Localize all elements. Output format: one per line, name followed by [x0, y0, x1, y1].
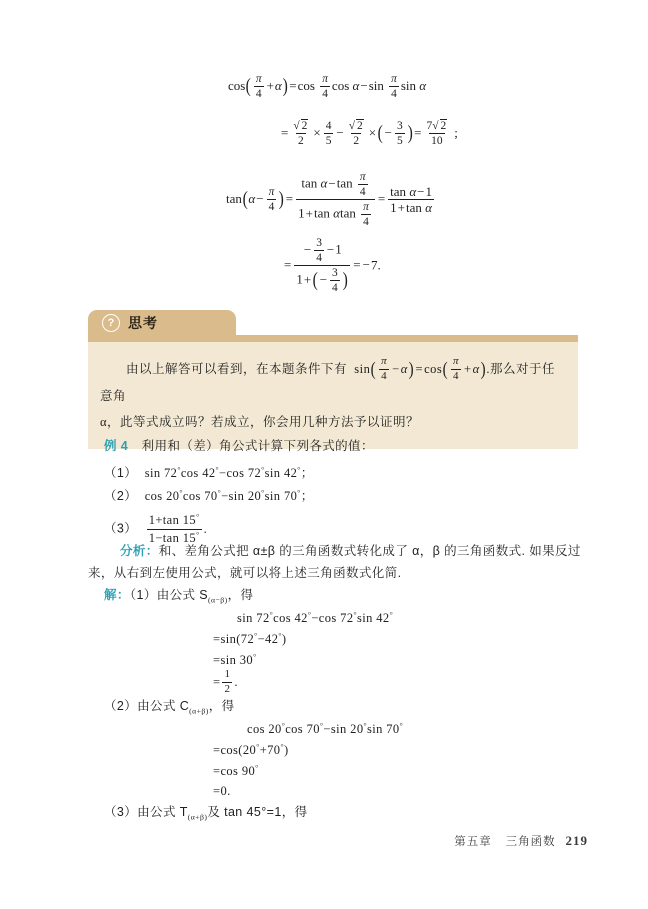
example-item-1-num: （1）	[104, 466, 138, 481]
analysis-text-1: 和、差角公式把 α±β 的三角函数式转化成了 α，β 的三角函数式. 如果反过	[158, 544, 581, 558]
solution-label: 解：	[104, 588, 130, 602]
example-item-1	[104, 466, 314, 480]
footer-chapter: 第五章	[454, 836, 492, 848]
formula-lhs: cos( $\frac{\pi}{4}$ +α)	[228, 73, 288, 101]
think-text-pre: 由以上解答可以看到，在本题条件下有	[126, 362, 348, 376]
analysis-line-1	[120, 545, 581, 558]
solution-part1-tail: ，得	[227, 588, 254, 602]
think-box-tab	[88, 310, 236, 336]
analysis-label: 分析：	[120, 544, 159, 558]
solution-part3-lead	[104, 806, 308, 821]
think-box-title: 思考	[128, 315, 158, 331]
solution-part1-subscript: (α−β)	[208, 595, 228, 605]
solution-part1-step-4: = $\frac{1}{2}$ .	[213, 668, 238, 695]
example-item-2-text: cos 20°cos 70°−sin 20°sin 70°；	[144, 488, 314, 504]
example-label: 例 4	[104, 439, 129, 453]
formula-cos-sum-line1: cos( $\frac{\pi}{4}$ +α) =cos $\frac{\pi}{4}$ cos α−sin $\frac{\pi}{4}$ sin α	[228, 73, 427, 101]
page-footer	[454, 833, 588, 849]
solution-part1-lead	[104, 589, 253, 604]
example-item-3-num: （3）	[104, 521, 138, 536]
solution-part2-step-4: =0.	[213, 784, 231, 798]
solution-part1-step-3: =sin 30°	[213, 652, 257, 668]
solution-part3-text: （3）由公式 T	[104, 805, 188, 819]
example-heading	[104, 440, 374, 453]
formula-rhs: cos $\frac{\pi}{4}$ cos α−sin $\frac{\pi}{4}$ sin α	[297, 73, 427, 101]
formula-tan-diff-line1: tan(α− $\frac{\pi}{4}$ ) = tan α−tan $\frac{\pi}{4}$ 1+tan αtan $\frac{\pi}{4}$ = $\frac{\text{tan α−1}}{\text{1+tan α}}$	[226, 170, 432, 228]
example-item-1-text: sin 72°cos 42°−cos 72°sin 42°；	[144, 465, 314, 481]
formula-cos-sum-line2: = $\frac{√ 2}{2}$ × $\frac{4}{5}$ − $\frac{√ 2}{2}$ ×( − $\frac{3}{5}$ ) = $\frac{7√ 2}{10}$ ;	[281, 119, 458, 148]
think-box-body	[88, 342, 578, 449]
formula-lhs: tan(α− $\frac{\pi}{4}$ )	[226, 186, 285, 214]
think-box-strip	[88, 335, 578, 342]
example-item-2	[104, 489, 314, 503]
solution-part2-subscript: (α+β)	[189, 706, 209, 716]
think-box-line-1: 由以上解答可以看到，在本题条件下有 sin( $\frac{\pi}{4}$ −α) =cos( $\frac{\pi}{4}$ +α).那么对于任意角	[100, 355, 556, 404]
example-item-3	[104, 514, 207, 546]
think-text-post: .那么对于任意角	[100, 362, 556, 404]
solution-part3-subscript: (α+β)	[187, 812, 208, 822]
question-mark-icon: ?	[102, 314, 120, 332]
solution-part2-tail: ，得	[208, 699, 235, 713]
think-box	[88, 310, 578, 449]
solution-part2-step-1: cos 20°cos 70°−sin 20°sin 70°	[247, 721, 404, 737]
formula-tan-diff-line2: = − $\frac{3}{4}$ −1 1+( − $\frac{3}{4}$ ) = −7.	[284, 236, 381, 294]
solution-part3-tail: 及 tan 45°=1，得	[207, 805, 308, 819]
solution-part1-step-1: sin 72°cos 42°−cos 72°sin 42°	[237, 610, 394, 626]
example-title: 利用和（差）角公式计算下列各式的值：	[141, 439, 374, 453]
solution-part2-step-3: =cos 90°	[213, 763, 259, 779]
think-box-line-2: α，此等式成立吗？若成立，你会用几种方法予以证明？	[100, 415, 420, 430]
example-item-2-num: （2）	[104, 489, 138, 504]
footer-page-number: 219	[565, 833, 588, 848]
analysis-text-2: 来，从右到左使用公式，就可以将上述三角函数式化简.	[88, 566, 402, 580]
pi-symbol: π	[255, 73, 262, 86]
footer-section: 三角函数	[505, 836, 556, 848]
solution-part1-text: （1）由公式 S	[129, 588, 209, 602]
solution-part2-lead	[104, 700, 235, 715]
solution-part2-text: （2）由公式 C	[104, 699, 190, 713]
example-item-3-denominator: 1−tan 15°	[148, 529, 200, 545]
example-item-3-fraction: $\frac{1+\tan 15^\circ}{1-\tan 15^\circ}$ .	[148, 512, 208, 545]
solution-part1-step-2: =sin(72°−42°)	[213, 631, 287, 647]
example-item-3-numerator: 1+tan 15°	[148, 512, 200, 528]
solution-part2-step-2: =cos(20°+70°)	[213, 742, 289, 758]
analysis-line-2	[88, 567, 401, 580]
